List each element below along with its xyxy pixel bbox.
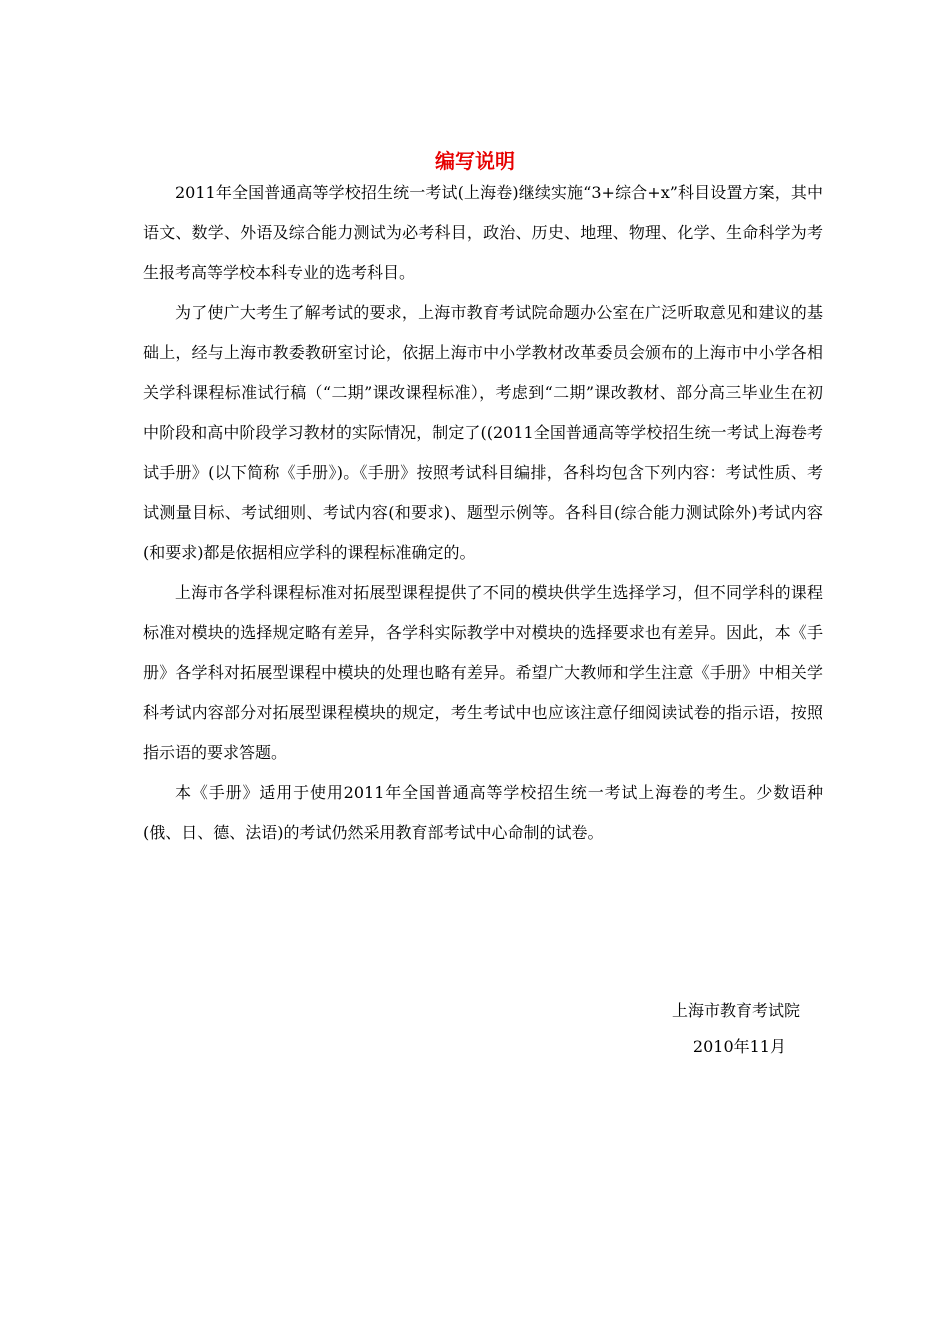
signature-organization: 上海市教育考试院 (671, 1001, 800, 1020)
signature-date: 2010年11月 (692, 1037, 786, 1056)
document-title: 编写说明 (435, 149, 515, 173)
paragraph-4: 本《手册》适用于使用2011年全国普通高等学校招生统一考试上海卷的考生。少数语种(俄、日、德、法语)的考试仍然采用教育部考试中心命制的试卷。 (143, 783, 823, 842)
paragraph-3: 上海市各学科课程标准对拓展型课程提供了不同的模块供学生选择学习，但不同学科的课程标准对模块的选择规定略有差异，各学科实际教学中对模块的选择要求也有差异。因此，本《手册》各学科对拓展型课程中模块的处理也略有差异。希望广大教师和学生注意《手册》中相关学科考试内容部分对拓展型课程模块的规定，考生考试中也应该注意仔细阅读试卷的指示语，按照指示语的要求答题。 (143, 583, 823, 762)
paragraph-1: 2011年全国普通高等学校招生统一考试(上海卷)继续实施“3+综合+x”科目设置方案，其中语文、数学、外语及综合能力测试为必考科目，政治、历史、地理、物理、化学、生命科学为考生报考高等学校本科专业的选考科目。 (143, 183, 823, 282)
document-body (143, 173, 823, 853)
paragraph-2: 为了使广大考生了解考试的要求，上海市教育考试院命题办公室在广泛听取意见和建议的基础上，经与上海市教委教研室讨论，依据上海市中小学教材改革委员会颁布的上海市中小学各相关学科课程标准试行稿（“二期”课改课程标准），考虑到“二期”课改教材、部分高三毕业生在初中阶段和高中阶段学习教材的实际情况，制定了((2011全国普通高等学校招生统一考试上海卷考试手册》(以下简称《手册》)。《手册》按照考试科目编排，各科均包含下列内容：考试性质、考试测量目标、考试细则、考试内容(和要求)、题型示例等。各科目(综合能力测试除外)考试内容(和要求)都是依据相应学科的课程标准确定的。 (143, 303, 823, 562)
signature-block (500, 993, 800, 1065)
